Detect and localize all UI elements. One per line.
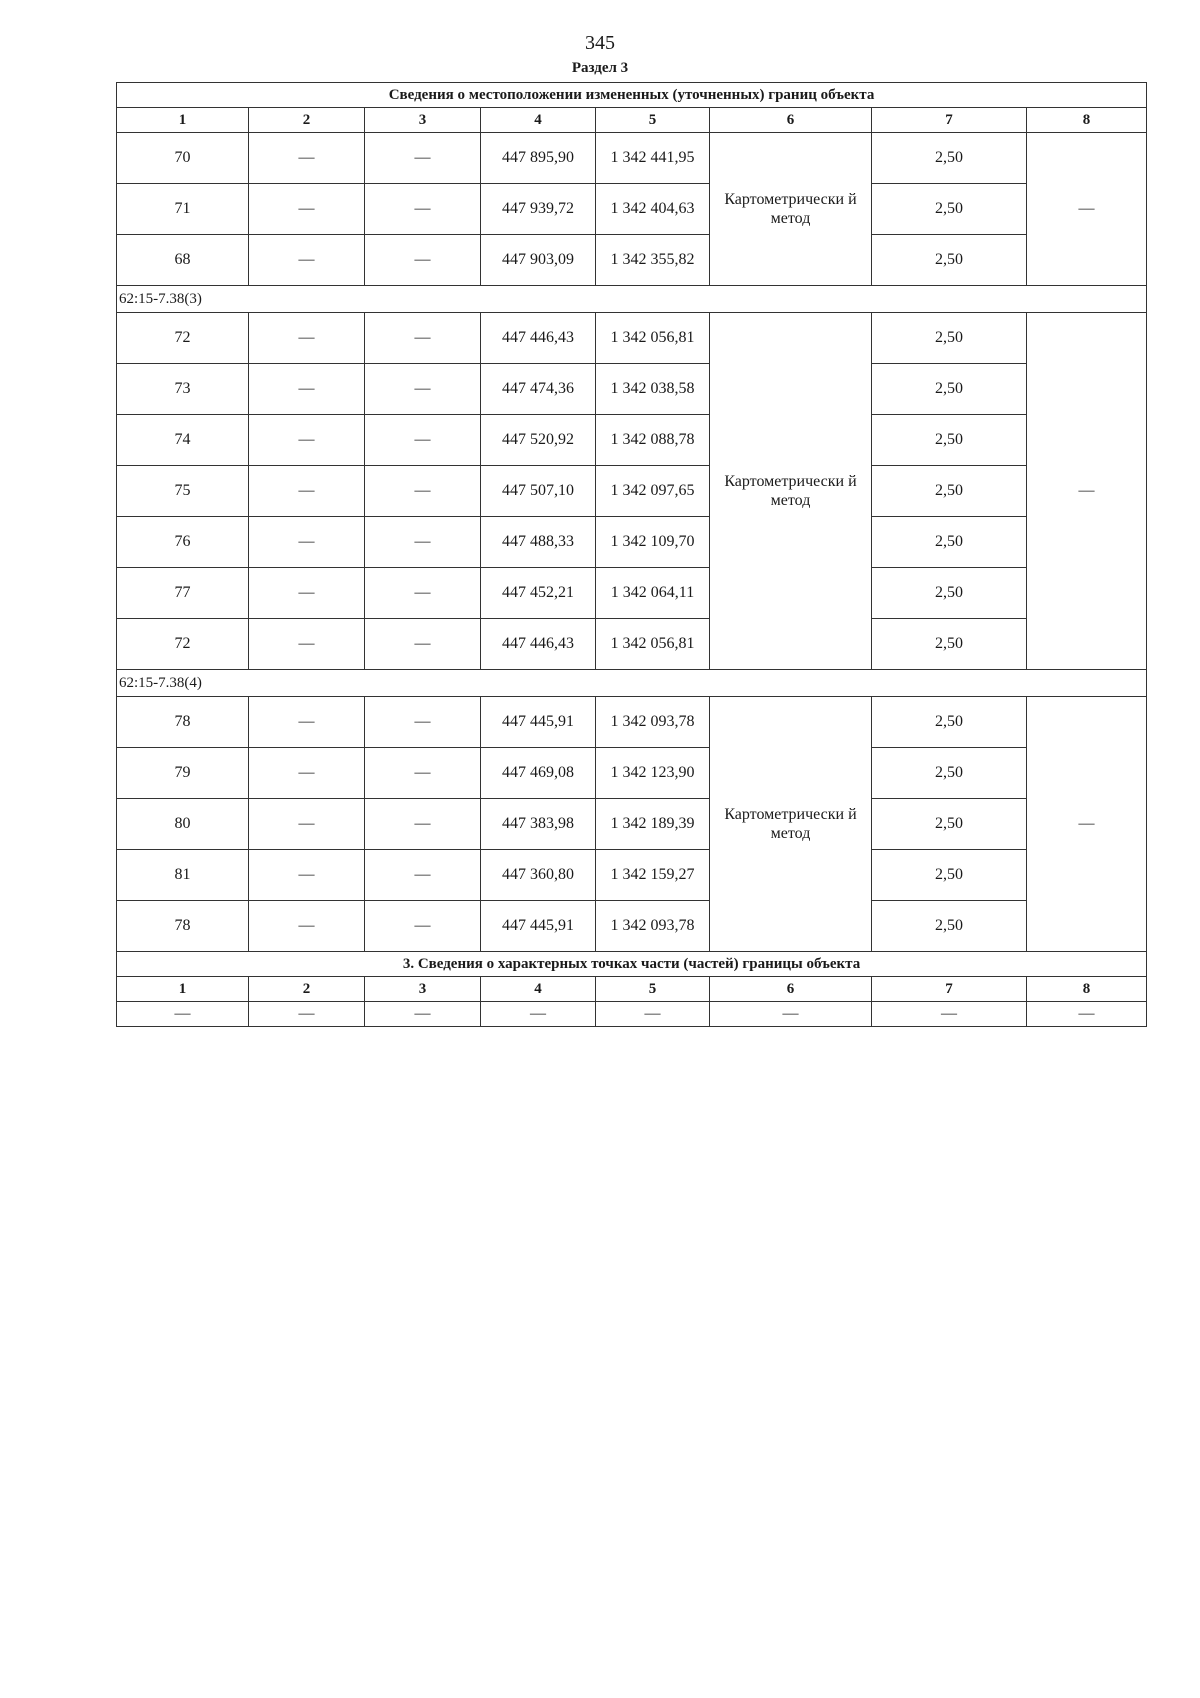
table-row: [117, 415, 1147, 466]
x-coordinate-cell: 447 452,21: [481, 568, 596, 619]
point-number-cell: 76: [117, 517, 249, 568]
y-coordinate-cell: 1 342 093,78: [596, 901, 710, 952]
column-number-row: [117, 108, 1147, 133]
table-row: [117, 466, 1147, 517]
point-number-cell: 68: [117, 235, 249, 286]
accuracy-cell: 2,50: [872, 415, 1027, 466]
x-coordinate-cell: 447 903,09: [481, 235, 596, 286]
column-number: 2: [249, 108, 365, 133]
table-row: [117, 697, 1147, 748]
point-number-cell: 78: [117, 697, 249, 748]
col2-cell: —: [249, 133, 365, 184]
column-number: 6: [710, 108, 872, 133]
y-coordinate-cell: 1 342 038,58: [596, 364, 710, 415]
col3-cell: —: [365, 850, 481, 901]
x-coordinate-cell: 447 488,33: [481, 517, 596, 568]
y-coordinate-cell: 1 342 123,90: [596, 748, 710, 799]
table-row: [117, 568, 1147, 619]
empty-cell: —: [1027, 1002, 1147, 1027]
empty-cell: —: [481, 1002, 596, 1027]
accuracy-cell: 2,50: [872, 748, 1027, 799]
accuracy-cell: 2,50: [872, 517, 1027, 568]
accuracy-cell: 2,50: [872, 901, 1027, 952]
x-coordinate-cell: 447 383,98: [481, 799, 596, 850]
accuracy-cell: 2,50: [872, 133, 1027, 184]
point-number-cell: 75: [117, 466, 249, 517]
column-number: 8: [1027, 977, 1147, 1002]
col2-cell: —: [249, 901, 365, 952]
page-number: 345: [585, 32, 615, 54]
column-number: 8: [1027, 108, 1147, 133]
col2-cell: —: [249, 850, 365, 901]
y-coordinate-cell: 1 342 441,95: [596, 133, 710, 184]
table2-title-row: [117, 952, 1147, 977]
x-coordinate-cell: 447 520,92: [481, 415, 596, 466]
group-label: 62:15-7.38(4): [117, 670, 1147, 697]
point-number-cell: 74: [117, 415, 249, 466]
column-number: 3: [365, 108, 481, 133]
accuracy-cell: 2,50: [872, 568, 1027, 619]
x-coordinate-cell: 447 939,72: [481, 184, 596, 235]
col2-cell: —: [249, 748, 365, 799]
point-number-cell: 73: [117, 364, 249, 415]
empty-cell: —: [117, 1002, 249, 1027]
col3-cell: —: [365, 697, 481, 748]
point-number-cell: 77: [117, 568, 249, 619]
col2-cell: —: [249, 415, 365, 466]
y-coordinate-cell: 1 342 056,81: [596, 619, 710, 670]
col2-cell: —: [249, 235, 365, 286]
table-row: [117, 517, 1147, 568]
table-row: [117, 184, 1147, 235]
accuracy-cell: 2,50: [872, 799, 1027, 850]
point-number-cell: 81: [117, 850, 249, 901]
col3-cell: —: [365, 235, 481, 286]
x-coordinate-cell: 447 360,80: [481, 850, 596, 901]
accuracy-cell: 2,50: [872, 313, 1027, 364]
col3-cell: —: [365, 466, 481, 517]
table-row: [117, 133, 1147, 184]
y-coordinate-cell: 1 342 159,27: [596, 850, 710, 901]
section-title: Раздел 3: [571, 60, 629, 76]
column-number: 1: [117, 108, 249, 133]
empty-cell: —: [596, 1002, 710, 1027]
accuracy-cell: 2,50: [872, 619, 1027, 670]
table1-title: Сведения о местоположении измененных (уточненных) границ объекта: [117, 83, 1147, 108]
x-coordinate-cell: 447 895,90: [481, 133, 596, 184]
table-row: [117, 364, 1147, 415]
empty-cell: —: [365, 1002, 481, 1027]
y-coordinate-cell: 1 342 097,65: [596, 466, 710, 517]
method-cell: Картометрически й метод: [710, 313, 872, 670]
y-coordinate-cell: 1 342 355,82: [596, 235, 710, 286]
table2-title: 3. Сведения о характерных точках части (частей) границы объекта: [117, 952, 1147, 977]
point-number-cell: 79: [117, 748, 249, 799]
column-number: 7: [872, 977, 1027, 1002]
method-cell: Картометрически й метод: [710, 697, 872, 952]
x-coordinate-cell: 447 469,08: [481, 748, 596, 799]
point-number-cell: 72: [117, 313, 249, 364]
table-row: [117, 313, 1147, 364]
y-coordinate-cell: 1 342 109,70: [596, 517, 710, 568]
table1-title-row: [117, 83, 1147, 108]
col2-cell: —: [249, 364, 365, 415]
col3-cell: —: [365, 313, 481, 364]
group-label: 62:15-7.38(3): [117, 286, 1147, 313]
y-coordinate-cell: 1 342 404,63: [596, 184, 710, 235]
column-number: 7: [872, 108, 1027, 133]
point-number-cell: 70: [117, 133, 249, 184]
column-number: 1: [117, 977, 249, 1002]
x-coordinate-cell: 447 446,43: [481, 313, 596, 364]
point-number-cell: 80: [117, 799, 249, 850]
group-label-row: [117, 670, 1147, 697]
accuracy-cell: 2,50: [872, 850, 1027, 901]
table-row: [117, 850, 1147, 901]
empty-cell: —: [872, 1002, 1027, 1027]
col2-cell: —: [249, 799, 365, 850]
col3-cell: —: [365, 133, 481, 184]
col2-cell: —: [249, 184, 365, 235]
point-number-cell: 72: [117, 619, 249, 670]
column-number: 6: [710, 977, 872, 1002]
col3-cell: —: [365, 799, 481, 850]
col2-cell: —: [249, 517, 365, 568]
accuracy-cell: 2,50: [872, 364, 1027, 415]
column-number: 3: [365, 977, 481, 1002]
x-coordinate-cell: 447 445,91: [481, 697, 596, 748]
col3-cell: —: [365, 619, 481, 670]
x-coordinate-cell: 447 507,10: [481, 466, 596, 517]
y-coordinate-cell: 1 342 189,39: [596, 799, 710, 850]
col8-cell: —: [1027, 697, 1147, 952]
col3-cell: —: [365, 901, 481, 952]
col2-cell: —: [249, 697, 365, 748]
col3-cell: —: [365, 364, 481, 415]
group-label-row: [117, 286, 1147, 313]
col3-cell: —: [365, 517, 481, 568]
point-number-cell: 78: [117, 901, 249, 952]
accuracy-cell: 2,50: [872, 235, 1027, 286]
accuracy-cell: 2,50: [872, 184, 1027, 235]
col3-cell: —: [365, 415, 481, 466]
column-number-row: [117, 977, 1147, 1002]
x-coordinate-cell: 447 446,43: [481, 619, 596, 670]
accuracy-cell: 2,50: [872, 466, 1027, 517]
table-row: [117, 235, 1147, 286]
col2-cell: —: [249, 619, 365, 670]
y-coordinate-cell: 1 342 056,81: [596, 313, 710, 364]
col2-cell: —: [249, 466, 365, 517]
col2-cell: —: [249, 313, 365, 364]
table-row: [117, 748, 1147, 799]
column-number: 2: [249, 977, 365, 1002]
y-coordinate-cell: 1 342 088,78: [596, 415, 710, 466]
column-number: 4: [481, 977, 596, 1002]
col8-cell: —: [1027, 313, 1147, 670]
x-coordinate-cell: 447 445,91: [481, 901, 596, 952]
table-row: [117, 1002, 1147, 1027]
col8-cell: —: [1027, 133, 1147, 286]
column-number: 5: [596, 977, 710, 1002]
y-coordinate-cell: 1 342 064,11: [596, 568, 710, 619]
column-number: 4: [481, 108, 596, 133]
col3-cell: —: [365, 568, 481, 619]
col3-cell: —: [365, 184, 481, 235]
point-number-cell: 71: [117, 184, 249, 235]
y-coordinate-cell: 1 342 093,78: [596, 697, 710, 748]
accuracy-cell: 2,50: [872, 697, 1027, 748]
col2-cell: —: [249, 568, 365, 619]
table-row: [117, 901, 1147, 952]
boundary-coordinates-table: [116, 82, 1147, 1027]
table-row: [117, 619, 1147, 670]
method-cell: Картометрически й метод: [710, 133, 872, 286]
table-row: [117, 799, 1147, 850]
column-number: 5: [596, 108, 710, 133]
empty-cell: —: [249, 1002, 365, 1027]
x-coordinate-cell: 447 474,36: [481, 364, 596, 415]
empty-cell: —: [710, 1002, 872, 1027]
col3-cell: —: [365, 748, 481, 799]
